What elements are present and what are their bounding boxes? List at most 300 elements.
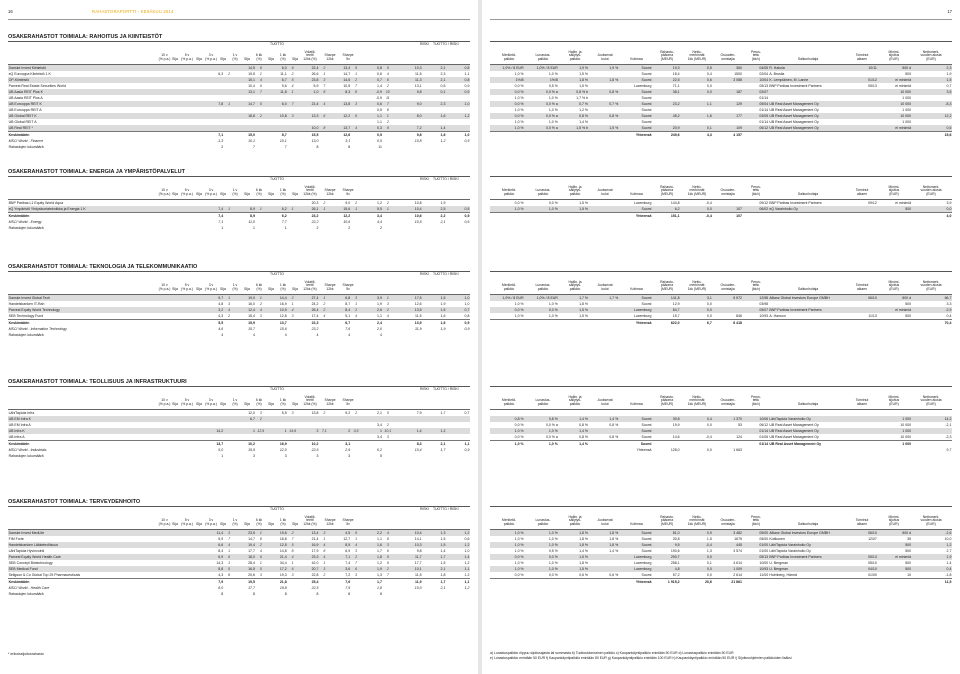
rank-cell: 7 xyxy=(355,84,358,88)
detail-cell: 6 418 xyxy=(712,320,742,327)
value-cell: 7,4 xyxy=(207,206,224,213)
column-header: 1 v (%) xyxy=(232,283,238,292)
rank-cell: 4 xyxy=(386,314,389,318)
value-cell: 10,6 xyxy=(343,220,351,224)
column-header: 5 v (% p.a.) xyxy=(181,398,193,407)
rank-cell: 3 xyxy=(259,314,262,318)
value-cell: 16,9 xyxy=(279,302,287,306)
value-cell: 10,4 xyxy=(248,84,255,88)
value-cell: 10,1 xyxy=(248,139,255,143)
detail-cell xyxy=(769,591,848,597)
detail-cell: 14,6 xyxy=(672,435,680,439)
detail-cell: Suomi xyxy=(641,573,652,577)
detail-cell xyxy=(712,225,742,231)
rank-cell: 2 xyxy=(351,307,362,313)
value-cell: 2,1 xyxy=(377,411,382,415)
rank-cell: 7 xyxy=(256,89,267,95)
fund-name: Parvest Real Estate Securities World xyxy=(8,84,66,88)
detail-cell: Suomi xyxy=(619,113,652,119)
value-cell: 7,8 xyxy=(207,101,224,107)
detail-cell: 0,6 % xyxy=(579,573,589,577)
detail-cell: A. Brusila xyxy=(769,72,785,76)
value-cell: 0,9 xyxy=(446,320,470,327)
value-cell: 0,9 xyxy=(464,327,470,331)
column-headers xyxy=(8,42,470,65)
detail-cell: 500 xyxy=(905,314,912,318)
column-header: 6 kk (%) xyxy=(255,283,263,292)
column-header: Sija xyxy=(220,287,226,292)
value-cell: 3 xyxy=(316,454,319,458)
rank-cell: 7 xyxy=(355,561,358,565)
value-cell: 16,9 xyxy=(266,441,287,448)
table-row xyxy=(490,144,952,150)
header-rule xyxy=(8,19,470,20)
value-cell: 1,2 xyxy=(440,139,446,143)
detail-cell xyxy=(558,225,588,231)
column-header: 6 kk (%) xyxy=(255,398,263,407)
fund-name: Rahastojen lukumäärä xyxy=(8,592,44,596)
detail-cell: -2,6 xyxy=(912,530,952,536)
value-cell: 0,8 xyxy=(361,65,382,71)
column-header: Sija xyxy=(196,192,202,197)
fund-name: Parvest Equity World Health Care xyxy=(8,554,207,560)
detail-cell: 128,0 xyxy=(670,448,680,452)
detail-cell: 1,0 % xyxy=(514,72,524,76)
column-header: Netto- merkinnät 1kk (MEUR) xyxy=(687,394,707,407)
detail-cell: 0,8 % xyxy=(579,435,589,439)
value-cell: 16,0 xyxy=(248,302,255,306)
value-cell: 18,8 xyxy=(279,537,287,541)
section-left-3 xyxy=(8,378,470,459)
column-header: Sharpe 5v xyxy=(342,188,354,197)
value-cell: 21,4 xyxy=(298,101,319,107)
detail-cell: 38,1 xyxy=(652,89,680,95)
column-header: Merkintä- palkkio xyxy=(501,518,517,527)
column-header: Lunastus- palkkio xyxy=(535,398,551,407)
detail-cell: 1,5 % xyxy=(558,206,588,213)
detail-cell xyxy=(619,332,652,338)
detail-cell: 0,8 % xyxy=(524,416,558,422)
column-header: 1 kk (%) xyxy=(279,188,287,197)
value-cell: 11,8 xyxy=(266,89,287,95)
column-header: Sija xyxy=(244,57,250,62)
rank-cell: 3 xyxy=(291,411,294,415)
value-cell: 4,5 xyxy=(330,530,351,536)
detail-cell: 1 000 xyxy=(902,108,912,112)
value-cell: 7,1 xyxy=(207,132,224,139)
rank-cell: 4 xyxy=(256,77,267,83)
rank-cell: 6 xyxy=(319,113,330,119)
detail-cell: 0,7 xyxy=(946,84,952,88)
column-header: Lunastus- palkkio xyxy=(535,518,551,527)
detail-cell: 0,0 % xyxy=(514,201,524,205)
value-cell: 1,7 xyxy=(440,448,446,452)
rank-cell: 3 xyxy=(259,411,262,415)
detail-cell: 84,7 xyxy=(652,307,680,313)
rank-cell: 4 xyxy=(351,542,362,548)
rank-cell: 2 xyxy=(386,120,389,124)
rank-cell: 7 xyxy=(287,101,298,107)
detail-cell xyxy=(589,332,619,338)
detail-cell: 0,0 % xyxy=(514,84,524,88)
value-cell xyxy=(446,144,470,150)
value-cell: 7 xyxy=(284,145,287,149)
detail-cell: UB Real Asset Management Oy xyxy=(769,120,819,124)
rank-cell: 1 xyxy=(256,530,267,536)
fund-name: Keskimäärin xyxy=(8,579,207,586)
detail-cell xyxy=(877,144,911,150)
detail-cell: BNP Paribas Investment Partners xyxy=(769,201,822,205)
section-title-spacer xyxy=(490,263,952,272)
column-header: Sija xyxy=(292,522,298,527)
column-header: Volatili- teetti 12kk (%) xyxy=(303,514,317,527)
column-header: Juoksevat kulut xyxy=(597,53,613,62)
detail-cell xyxy=(847,225,877,231)
value-cell: 1,1 xyxy=(377,120,382,124)
detail-cell: 10/04 xyxy=(743,77,769,83)
rank-cell: 1 xyxy=(323,537,326,541)
column-header: 10 v (% p.a.) xyxy=(158,53,171,62)
rank-cell: 5 xyxy=(287,542,298,548)
value-cell: 5,5 xyxy=(361,206,382,213)
value-cell: 1,2 xyxy=(464,573,470,577)
value-cell: 0,5 xyxy=(446,213,470,220)
detail-cell xyxy=(847,591,877,597)
right-footnotes xyxy=(490,651,952,660)
detail-cell: 1675 xyxy=(734,537,742,541)
detail-cell: 0,4 xyxy=(706,72,712,76)
detail-cell: 622,0 xyxy=(652,320,680,327)
detail-cell: K. Lempiäinen, M. Lanne xyxy=(769,77,848,83)
rank-cell: 1 xyxy=(291,302,294,306)
value-cell: 12,8 xyxy=(279,314,287,318)
detail-cell: ei minimiä xyxy=(895,201,912,205)
detail-cell: 0,8 % xyxy=(490,416,524,422)
left-footnote: * erikoissijoitusrahasto xyxy=(8,652,44,656)
value-cell: 9,0 xyxy=(345,201,351,205)
fund-name: MSCI World - Energy xyxy=(8,220,42,224)
detail-cell xyxy=(490,144,524,150)
section-title-spacer xyxy=(490,168,952,177)
detail-cell: 1 663 xyxy=(733,448,742,452)
riski-header: RISKI xyxy=(420,507,429,511)
rank-cell: 8 xyxy=(319,89,330,95)
detail-cell: Luxemburg xyxy=(619,554,652,560)
detail-cell: 02/04 xyxy=(759,72,769,76)
value-cell: 2,2 xyxy=(422,213,446,220)
rank-cell: 1 xyxy=(287,89,298,95)
column-header: Volatili- teetti 12kk (%) xyxy=(303,49,317,62)
column-headers xyxy=(490,272,952,295)
rank-cell: 6 xyxy=(224,554,235,560)
detail-cell: 1 000 xyxy=(902,96,912,100)
detail-cell: 10/00 xyxy=(759,561,769,565)
detail-cell: 10/93 xyxy=(743,566,769,572)
column-header: 1 kk (%) xyxy=(279,518,287,527)
value-cell: 1 xyxy=(266,428,287,434)
detail-cell: 0,0 % xyxy=(548,573,558,577)
value-cell: 0,5 xyxy=(446,206,470,213)
value-cell: 17,7 xyxy=(248,549,255,553)
detail-cell xyxy=(524,591,558,597)
value-cell: 9,8 xyxy=(393,132,422,139)
value-cell: 8,4 xyxy=(330,307,351,313)
value-cell: 10,5 xyxy=(343,84,351,88)
rank-cell: 2 xyxy=(291,72,294,76)
value-cell: 1,7 xyxy=(361,579,382,586)
detail-cell: 70,4 xyxy=(912,320,952,327)
detail-cell: 1,4 % xyxy=(609,549,619,553)
detail-cell: 18,4 xyxy=(672,72,680,76)
column-header: Juoksevat kulut xyxy=(597,518,613,527)
rank-cell: 8 xyxy=(259,537,262,541)
value-cell: 10,0 xyxy=(414,586,422,590)
detail-cell: 500 xyxy=(905,549,912,553)
value-cell: 8 xyxy=(379,592,382,596)
value-cell: 11,7 xyxy=(393,554,422,560)
value-cell: 13,8 xyxy=(311,411,319,415)
detail-cell: 107 xyxy=(712,213,742,220)
column-header: Sija xyxy=(268,192,274,197)
fund-name: SEB Concept Biotechnology xyxy=(8,561,53,565)
value-cell: 8,9 xyxy=(234,213,255,220)
detail-cell xyxy=(877,453,911,459)
rank-cell: 4 xyxy=(256,307,267,313)
rank-cell: 10 xyxy=(383,89,394,95)
detail-cell: 124 xyxy=(736,435,742,439)
detail-cell: 05/00 xyxy=(759,537,769,541)
table-row xyxy=(8,225,470,231)
rank-cell xyxy=(351,332,362,338)
rank-cell: 4 xyxy=(259,549,262,553)
value-cell: 8,4 xyxy=(218,549,224,553)
detail-cell: 258,1 xyxy=(670,561,680,565)
column-header: 10 v (% p.a.) xyxy=(158,283,171,292)
column-header: Lunastus- palkkio xyxy=(535,53,551,62)
detail-cell: Suomi xyxy=(619,530,652,536)
value-cell: 12,0 xyxy=(248,411,255,415)
value-cell: 11,4 xyxy=(207,530,224,536)
value-cell: 1,2 xyxy=(446,542,470,548)
column-headers xyxy=(490,42,952,65)
detail-cell: Luxemburg xyxy=(633,201,652,205)
detail-cell: 1,0% / 8 EUR xyxy=(490,295,524,301)
detail-cell: Yhteensä xyxy=(619,579,652,586)
detail-cell: 12/07 xyxy=(868,537,877,541)
detail-cell: 1,0 % xyxy=(548,96,558,100)
detail-cell: 1,0% / 8 EUR xyxy=(524,295,558,301)
riski-header: RISKI xyxy=(420,387,429,391)
rank-cell: 1 xyxy=(319,295,330,301)
detail-cell xyxy=(743,225,769,231)
detail-cell: 14,2 xyxy=(912,416,952,422)
detail-cell: 0,6 xyxy=(912,125,952,132)
detail-cell xyxy=(619,225,652,231)
value-cell: 2,3 xyxy=(440,72,446,76)
column-header: Salkunhoitaja xyxy=(797,402,819,407)
value-cell: 2,1 xyxy=(440,220,446,224)
detail-cell: 09/12 xyxy=(868,201,877,205)
value-cell: 4,3 xyxy=(218,573,224,577)
fund-name: UB Eurooppa REIT A xyxy=(8,108,42,112)
value-cell: 15,4 xyxy=(248,314,255,318)
rank-cell: 7 xyxy=(228,537,231,541)
section-title: OSAKERAHASTOT TOIMIALA: RAHOITUS JA KIINTEISTÖT xyxy=(8,33,470,42)
detail-cell: 500 d xyxy=(877,530,911,536)
rank-cell: 1 xyxy=(355,72,358,76)
value-cell: 2,1 xyxy=(422,441,446,448)
column-header: 5 v (% p.a.) xyxy=(181,53,193,62)
section-right-1 xyxy=(490,168,952,231)
rank-cell: 4 xyxy=(319,554,330,560)
fund-name: UB Infra A xyxy=(8,435,25,439)
value-cell: 21,8 xyxy=(266,579,287,586)
section-left-1 xyxy=(8,168,470,231)
detail-cell: 1,0 % xyxy=(524,542,558,548)
rank-cell xyxy=(287,591,298,597)
detail-cell: Suomi xyxy=(641,108,652,112)
detail-cell: 3,9 xyxy=(946,201,952,205)
rank-cell: 2 xyxy=(287,295,298,301)
value-cell: 1,9 xyxy=(377,302,382,306)
column-header: Merkintä- palkkio xyxy=(501,53,517,62)
detail-cell: 01/00 xyxy=(868,573,877,577)
column-header: 3 v (% p.a.) xyxy=(205,283,217,292)
detail-cell xyxy=(877,225,911,231)
rank-cell xyxy=(383,591,394,597)
detail-cell: 500 xyxy=(905,72,912,76)
detail-cell: 10 000 xyxy=(877,101,911,107)
rank-cell: 12,5 xyxy=(257,429,265,433)
value-cell: 1,2 xyxy=(464,561,470,565)
fund-name: FIM Forte xyxy=(8,537,24,541)
rank-cell xyxy=(256,453,267,459)
value-cell: 4 xyxy=(284,333,287,337)
value-cell: 7,5 xyxy=(345,586,351,590)
detail-cell: 1,8 % xyxy=(558,77,588,83)
value-cell: 1,5 xyxy=(422,307,446,313)
rank-cell xyxy=(224,453,235,459)
value-cell: 1,1 xyxy=(377,537,382,541)
value-cell: 22,8 xyxy=(311,573,319,577)
detail-cell: A. Hanson xyxy=(769,314,786,318)
footnote-line-1: a) Lunastuspalkkio riippuu sijoitusajasta tai summasta b) Tuottosidonnainen palkkio c) Kaupankäyntipalkkio enintään 50 EUR d) Lunastuspalkkio enintään 50 EUR xyxy=(490,651,734,655)
value-cell: 3 xyxy=(348,454,351,458)
section-right-2 xyxy=(490,263,952,338)
value-cell xyxy=(393,591,422,597)
column-header: Hallin. ja säilytys- palkkio xyxy=(568,514,582,527)
detail-cell: Allianz Global Investors Europe GMBH xyxy=(769,295,848,301)
detail-cell xyxy=(490,453,524,459)
value-cell xyxy=(422,453,446,459)
value-cell: 0,6 xyxy=(361,101,382,107)
detail-cell: Yhteensä xyxy=(619,213,652,220)
value-cell: 1 xyxy=(361,428,382,434)
detail-cell: 2,7 xyxy=(946,549,952,553)
detail-cell: 1,0 % xyxy=(490,206,524,213)
value-cell: 1 xyxy=(234,428,255,434)
fund-name: MSCI World - Finance xyxy=(8,139,44,143)
value-cell: 0,1 xyxy=(422,89,446,95)
detail-cell: 0,0 % xyxy=(524,554,558,560)
value-cell: 6,9 xyxy=(207,554,224,560)
column-header: Merkintä- palkkio xyxy=(501,398,517,407)
value-cell: 8,8 xyxy=(207,566,224,572)
detail-cell xyxy=(652,591,680,597)
rank-cell xyxy=(383,144,394,150)
column-header: 1 kk (%) xyxy=(279,283,287,292)
detail-cell xyxy=(680,453,712,459)
rank-cell: 3 xyxy=(319,77,330,83)
value-cell: 2 xyxy=(348,226,351,230)
value-cell: 7,1 xyxy=(218,220,224,224)
value-cell: 1 xyxy=(252,226,255,230)
value-cell: 10,1 xyxy=(393,566,422,572)
value-cell: 5,9 xyxy=(313,84,319,88)
rank-cell: 8 xyxy=(386,108,389,112)
rank-cell: 2 xyxy=(228,314,231,318)
riski-header: RISKI xyxy=(420,177,429,181)
detail-cell: 0,0 % xyxy=(490,113,524,119)
column-header: Sija xyxy=(244,522,250,527)
value-cell: 23,2 xyxy=(311,327,319,331)
value-cell: 1,1 xyxy=(464,72,470,76)
detail-cell: 0,7 % xyxy=(558,101,588,107)
rank-cell: 4 xyxy=(355,314,358,318)
fund-name: Keskimäärin xyxy=(8,132,207,139)
detail-cell: 1,0 % xyxy=(548,302,558,306)
value-cell: 1,6 xyxy=(422,320,446,327)
value-cell: 8 xyxy=(221,592,224,596)
detail-cell: 12/98 xyxy=(743,295,769,301)
detail-cell: 0,0 % xyxy=(490,554,524,560)
detail-cell: 0,6 xyxy=(680,77,712,83)
detail-cell: 10 000 xyxy=(900,435,912,439)
value-cell: 16,9 xyxy=(298,542,319,548)
rank-cell: 7,1 xyxy=(319,428,330,434)
fund-name: Rahastojen lukumäärä xyxy=(8,145,44,149)
column-header: Osuuden- omistajia xyxy=(720,53,736,62)
value-cell: 20,7 xyxy=(298,566,319,572)
value-cell: 14,6 xyxy=(330,77,351,83)
fund-details-table xyxy=(490,295,952,338)
detail-cell xyxy=(769,144,848,150)
detail-cell: 0,0 % a xyxy=(545,435,558,439)
detail-cell xyxy=(912,591,952,597)
rank-cell: 1 xyxy=(319,206,330,213)
value-cell: 8,9 xyxy=(234,206,255,213)
value-cell: 3 xyxy=(252,454,255,458)
column-header: Sharpe 12kk xyxy=(324,518,336,527)
value-cell: 11,3 xyxy=(393,77,422,83)
value-cell: 6,2 xyxy=(266,213,287,220)
value-cell: 1,9 xyxy=(361,566,382,572)
detail-cell: 1,0 % xyxy=(524,530,558,536)
column-header: Sija xyxy=(244,287,250,292)
value-cell: 12,6 xyxy=(330,132,351,139)
fund-name: eQ Ympäristö Yhdyskuntatekniikka ja Energia 1 K xyxy=(8,206,207,213)
column-header: Sija xyxy=(268,287,274,292)
value-cell: 2,2 xyxy=(361,530,382,536)
detail-cell: 1,0 % xyxy=(548,72,558,76)
rank-cell: 2 xyxy=(386,423,389,427)
detail-cell: 0,8 % xyxy=(558,113,588,119)
fund-name: Rahastojen lukumäärä xyxy=(8,454,44,458)
value-cell: 0,8 xyxy=(446,65,470,71)
column-header: Sija xyxy=(244,192,250,197)
detail-cell: UB Real Asset Management Oy xyxy=(769,423,819,427)
detail-cell: 39,8 xyxy=(652,416,680,422)
